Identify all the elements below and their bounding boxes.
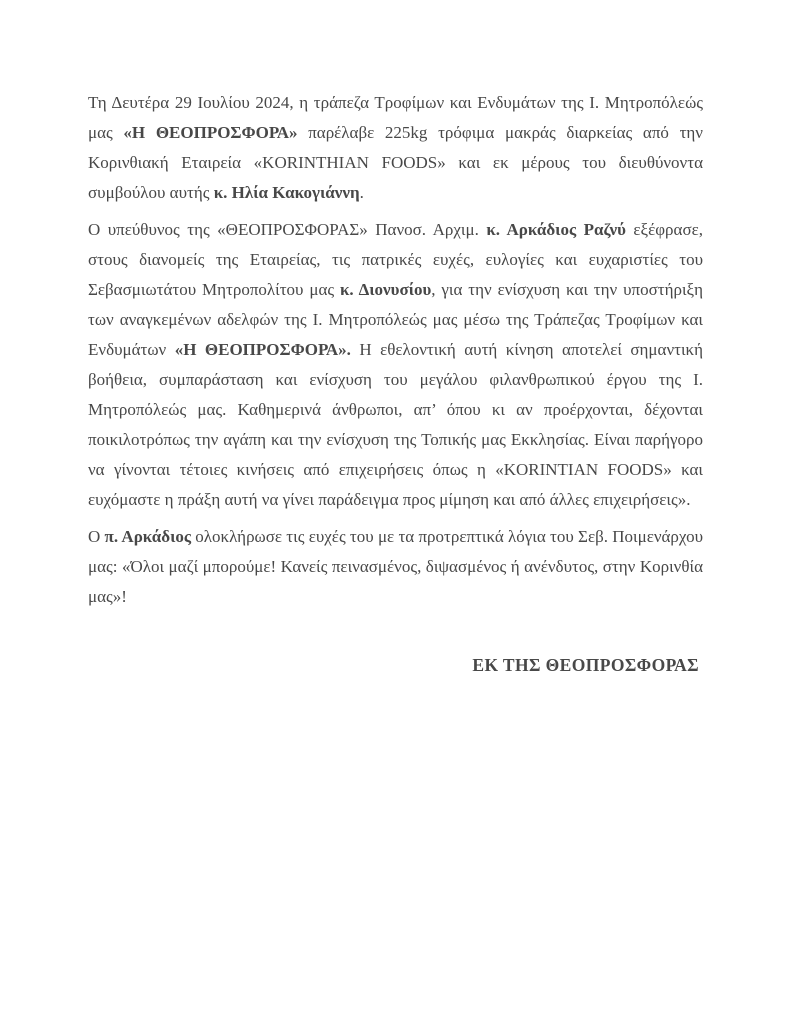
text-segment: ολοκλήρωσε τις ευχές του με τα προτρεπτικά λόγια του Σεβ. Ποιμενάρχου — [191, 527, 704, 546]
text-segment: Μητροπόλεώς μας. Καθημερινά άνθρωποι, απ’ όπου κι αν προέρχονται, δέχονται — [88, 400, 703, 419]
document-body — [88, 88, 703, 612]
paragraph — [88, 215, 703, 515]
text-segment: Ο — [88, 527, 105, 546]
text-line — [88, 552, 703, 582]
text-line — [88, 88, 703, 118]
text-segment: ευχόμαστε η πράξη αυτή να γίνει παράδειγμα προς μίμηση και από άλλες επιχειρήσεις». — [88, 490, 691, 509]
text-segment: Τη Δευτέρα 29 Ιουλίου 2024, η τράπεζα Τροφίμων και Ενδυμάτων της Ι. Μητροπόλεώς — [88, 93, 703, 112]
text-line — [88, 485, 703, 515]
text-line — [88, 365, 703, 395]
text-line — [88, 425, 703, 455]
paragraph — [88, 88, 703, 208]
text-segment: εξέφρασε, — [625, 220, 704, 239]
bold-text-segment: κ. Αρκάδιος Ραζνύ — [486, 220, 626, 239]
text-segment: ποικιλοτρόπως την αγάπη και την ενίσχυση της Τοπικής μας Εκκλησίας. Είναι παρήγορο — [88, 430, 703, 449]
text-segment: βοήθεια, συμπαράσταση και ενίσχυση του μεγάλου φιλανθρωπικού έργου της Ι. — [88, 370, 703, 389]
text-line — [88, 582, 703, 612]
bold-text-segment: κ. Ηλία Κακογιάννη — [213, 183, 360, 202]
text-line — [88, 275, 703, 305]
text-segment: να γίνονται τέτοιες κινήσεις από επιχειρήσεις όπως η «KORINTIAN FOODS» και — [88, 460, 703, 479]
text-line — [88, 215, 703, 245]
text-segment: Σεβασμιωτάτου Μητροπολίτου μας — [88, 280, 340, 299]
bold-text-segment: «Η ΘΕΟΠΡΟΣΦΟΡΑ». — [174, 340, 351, 359]
text-line — [88, 455, 703, 485]
text-segment: μας: «Όλοι μαζί μπορούμε! Κανείς πεινασμένος, διψασμένος ή ανένδυτος, στην Κορινθία — [88, 557, 703, 576]
text-line — [88, 245, 703, 275]
text-segment: , για την ενίσχυση και την υποστήριξη — [431, 280, 703, 299]
text-segment: Ο υπεύθυνος της «ΘΕΟΠΡΟΣΦΟΡΑΣ» Πανοσ. Αρχιμ. — [88, 220, 487, 239]
text-segment: μας»! — [88, 587, 127, 606]
text-segment: Ενδυμάτων — [88, 340, 175, 359]
bold-text-segment: «Η ΘΕΟΠΡΟΣΦΟΡΑ» — [123, 123, 298, 142]
text-segment: των αναγκεμένων αδελφών της Ι. Μητροπόλεώς μας μέσω της Τράπεζας Τροφίμων και — [88, 310, 703, 329]
text-line — [88, 178, 703, 208]
text-segment: παρέλαβε 225kg τρόφιμα μακράς διαρκείας από την — [297, 123, 703, 142]
bold-text-segment: π. Αρκάδιος — [104, 527, 192, 546]
text-segment: . — [359, 183, 364, 202]
text-segment: μας — [88, 123, 124, 142]
signature-line: ΕΚ ΤΗΣ ΘΕΟΠΡΟΣΦΟΡΑΣ — [472, 655, 699, 675]
text-line — [88, 118, 703, 148]
text-segment: στους διανομείς της Εταιρείας, τις πατρικές ευχές, ευλογίες και ευχαριστίες του — [88, 250, 703, 269]
text-segment: Κορινθιακή Εταιρεία «KORINTHIAN FOODS» και εκ μέρους του διευθύνοντα — [88, 153, 703, 172]
paragraph — [88, 522, 703, 612]
bold-text-segment: κ. Διονυσίου — [339, 280, 432, 299]
text-line — [88, 305, 703, 335]
text-segment: συμβούλου αυτής — [88, 183, 214, 202]
text-line — [88, 148, 703, 178]
text-line — [88, 335, 703, 365]
text-line — [88, 522, 703, 552]
text-line — [88, 395, 703, 425]
text-segment: Η εθελοντική αυτή κίνηση αποτελεί σημαντική — [350, 340, 704, 359]
